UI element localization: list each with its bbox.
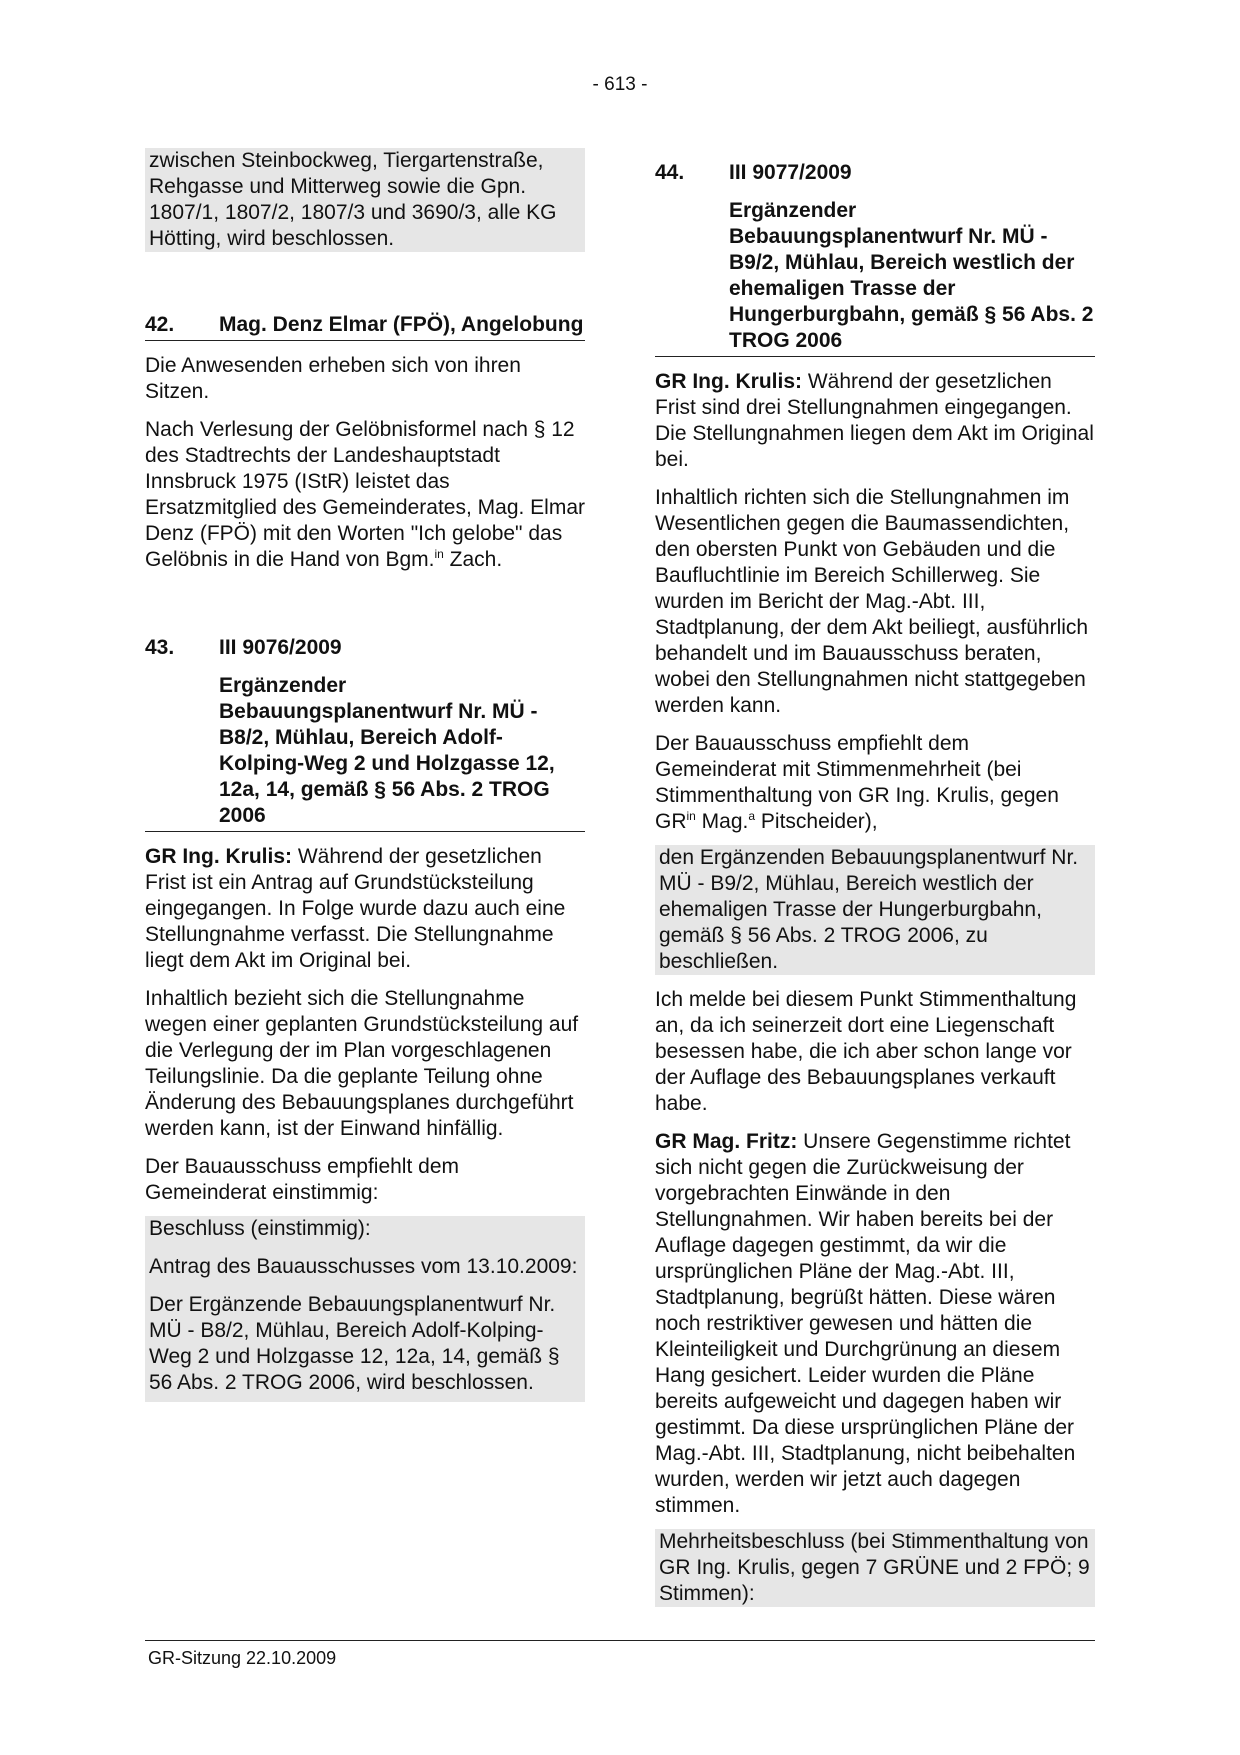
section-44-paragraph-5: GR Mag. Fritz: Unsere Gegenstimme richtet sich nicht gegen die Zurückweisung der vorgebrachten Einwände in den Stellungnahmen. Wir haben bereits bei der Auflage dagegen gestimmt, da wir die ursprünglichen Pläne der Mag.-Abt. III, Stadtplanung, begrüßt hätten. Diese wären noch restriktiver gewesen und hätten die Kleinteiligkeit und Durchgrünung an diesem Hang gesichert. Leider wurden die Pläne bereits aufgeweicht und dagegen haben wir gestimmt. Da diese ursprünglichen Pläne der Mag.-Abt. III, Stadtplanung, nicht beibehalten wurden, werden wir jetzt auch dagegen stimmen. <box>655 1130 1076 1517</box>
section-43-heading <box>145 635 585 661</box>
section-43-title-block <box>145 673 585 832</box>
section-44-number: 44. <box>655 161 685 184</box>
left-column <box>145 148 585 1402</box>
section-44-resolution-proposal: den Ergänzenden Bebauungsplanentwurf Nr. MÜ - B9/2, Mühlau, Bereich westlich der ehemaligen Trasse der Hungerburgbahn, gemäß § 56 Abs. 2 TROG 2006, zu beschließen. <box>655 845 1095 975</box>
section-43-reference: III 9076/2009 <box>219 636 342 659</box>
section-42-heading <box>145 312 585 341</box>
section-44-title: Ergänzender Bebauungsplanentwurf Nr. MÜ - B9/2, Mühlau, Bereich westlich der ehemaligen Trasse der Hungerburgbahn, gemäß § 56 Abs. 2 TROG 2006 <box>729 199 1094 352</box>
section-42-paragraph-1: Die Anwesenden erheben sich von ihren Sitzen. <box>145 354 521 403</box>
speaker-name: GR Ing. Krulis: <box>655 370 802 393</box>
speaker-name: GR Mag. Fritz: <box>655 1130 798 1153</box>
section-44-paragraph-2: Inhaltlich richten sich die Stellungnahmen im Wesentlichen gegen die Baumassendichten, den obersten Punkt von Gebäuden und die Baufluchtlinie im Bereich Schillerweg. Sie wurden im Bericht der Mag.-Abt. III, Stadtplanung, der dem Akt beiliegt, ausführlich behandelt und im Bauausschuss beraten, wobei den Stellungnahmen nicht stattgegeben werden kann. <box>655 486 1089 717</box>
resolution-line-1: Beschluss (einstimmig): <box>149 1217 371 1240</box>
section-42-title: Mag. Denz Elmar (FPÖ), Angelobung <box>219 313 584 336</box>
footer-session-date: GR-Sitzung 22.10.2009 <box>148 1648 337 1668</box>
footer-divider <box>145 1640 1095 1641</box>
section-43-title: Ergänzender Bebauungsplanentwurf Nr. MÜ - B8/2, Mühlau, Bereich Adolf-Kolping-Weg 2 und Holzgasse 12, 12a, 14, gemäß § 56 Abs. 2 TROG 2006 <box>219 674 555 827</box>
section-43-paragraph-1: GR Ing. Krulis: Während der gesetzlichen Frist ist ein Antrag auf Grundstücksteilung eingegangen. In Folge wurde dazu auch eine Stellungnahme verfasst. Die Stellungnahme liegt dem Akt im Original bei. <box>145 845 566 972</box>
section-43-resolution-block <box>145 1216 585 1402</box>
resolution-line-2: Antrag des Bauausschusses vom 13.10.2009: <box>149 1255 578 1278</box>
speaker-name: GR Ing. Krulis: <box>145 845 292 868</box>
section-44-title-block <box>655 198 1095 357</box>
section-44-paragraph-3: Der Bauausschuss empfiehlt dem Gemeinderat mit Stimmenmehrheit (bei Stimmenthaltung von GR Ing. Krulis, gegen $GR^{in}$ Mag.$^a$ Pitscheider), <box>655 732 1059 833</box>
section-44-paragraph-1: GR Ing. Krulis: Während der gesetzlichen Frist sind drei Stellungnahmen eingegangen. Die Stellungnahmen liegen dem Akt im Original bei. <box>655 370 1094 471</box>
section-42-paragraph-2: Nach Verlesung der Gelöbnisformel nach § 12 des Stadtrechts der Landeshauptstadt Innsbruck 1975 (IStR) leistet das Ersatzmitglied des Gemeinderates, Mag. Elmar Denz (FPÖ) mit den Worten "Ich gelobe" das Gelöbnis in die Hand von Bgm.$^{in}$ Zach. <box>145 418 586 571</box>
section-43-number: 43. <box>145 636 175 659</box>
intro-resolution-block: zwischen Steinbockweg, Tiergartenstraße, Rehgasse und Mitterweg sowie die Gpn. 1807/1, 1807/2, 1807/3 und 3690/3, alle KG Hötting, wird beschlossen. <box>145 148 585 252</box>
resolution-line-3: Der Ergänzende Bebauungsplanentwurf Nr. MÜ - B8/2, Mühlau, Bereich Adolf-Kolping-Weg 2 und Holzgasse 12, 12a, 14, gemäß § 56 Abs. 2 TROG 2006, wird beschlossen. <box>149 1293 560 1394</box>
page-number: - 613 - <box>592 74 648 95</box>
section-44-reference: III 9077/2009 <box>729 161 852 184</box>
section-44-heading <box>655 160 1095 186</box>
section-43-paragraph-2: Inhaltlich bezieht sich die Stellungnahme wegen einer geplanten Grundstücksteilung auf die Verlegung der im Plan vorgeschlagenen Teilungslinie. Da die geplante Teilung ohne Änderung des Bebauungsplanes durchgeführt werden kann, ist der Einwand hinfällig. <box>145 987 579 1140</box>
right-column <box>655 148 1095 1607</box>
section-43-paragraph-3: Der Bauausschuss empfiehlt dem Gemeinderat einstimmig: <box>145 1155 459 1204</box>
section-44-majority-resolution: Mehrheitsbeschluss (bei Stimmenthaltung von GR Ing. Krulis, gegen 7 GRÜNE und 2 FPÖ; 9 Stimmen): <box>655 1529 1095 1607</box>
section-42-number: 42. <box>145 313 175 336</box>
section-44-paragraph-4: Ich melde bei diesem Punkt Stimmenthaltung an, da ich seinerzeit dort eine Liegenschaft besessen habe, die ich aber schon lange vor der Auflage des Bebauungsplanes verkauft habe. <box>655 988 1077 1115</box>
